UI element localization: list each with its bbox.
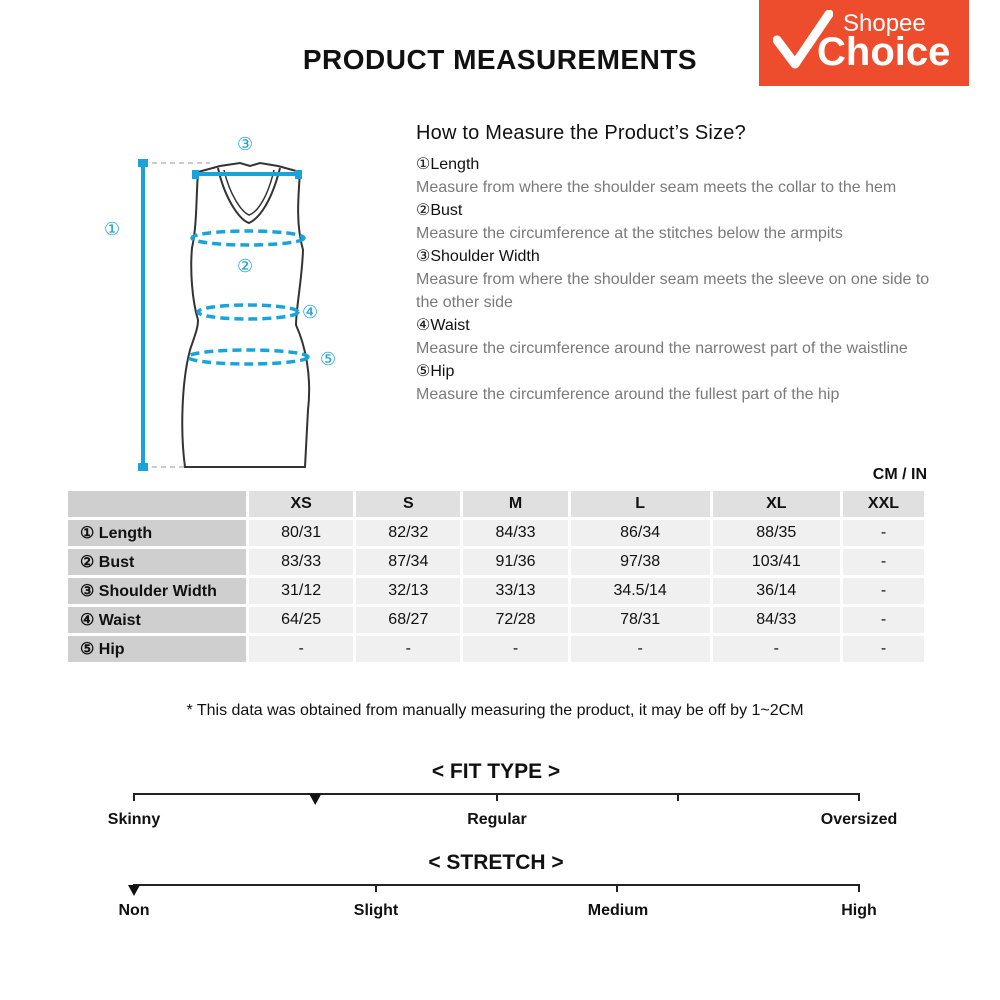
measure-item-desc: Measure the circumference around the fullest part of the hip [416, 386, 840, 403]
table-cell: - [843, 549, 924, 575]
table-cell: - [843, 636, 924, 662]
table-cell: 84/33 [463, 520, 567, 546]
table-row [68, 520, 924, 546]
measure-item [416, 245, 936, 314]
measurement-note: * This data was obtained from manually measuring the product, it may be off by 1~2CM [186, 702, 804, 719]
measure-item-desc: Measure the circumference around the narrowest part of the waistline [416, 340, 908, 357]
table-cell: 31/12 [249, 578, 353, 604]
size-header: XS [249, 491, 353, 517]
fit-label-regular: Regular [467, 811, 527, 828]
table-cell: 33/13 [463, 578, 567, 604]
table-cell: 88/35 [713, 520, 840, 546]
table-row [68, 636, 924, 662]
fit-type-title: < FIT TYPE > [431, 760, 561, 783]
page-title: PRODUCT MEASUREMENTS [302, 44, 698, 75]
table-cell: 84/33 [713, 607, 840, 633]
table-row [68, 549, 924, 575]
stretch-label-slight: Slight [353, 902, 399, 919]
size-header: S [356, 491, 460, 517]
marker-waist: ④ [302, 302, 319, 322]
measure-item-desc: Measure from where the shoulder seam meets the sleeve on one side to the other side [416, 271, 930, 311]
table-cell: 78/31 [571, 607, 710, 633]
table-cell: 72/28 [463, 607, 567, 633]
measure-item [416, 153, 936, 199]
table-cell: 36/14 [713, 578, 840, 604]
stretch-label-high: High [841, 902, 877, 919]
marker-hip: ⑤ [320, 349, 337, 369]
table-cell: 91/36 [463, 549, 567, 575]
table-cell: - [463, 636, 567, 662]
row-label: ② Bust [68, 549, 246, 575]
table-cell: 86/34 [571, 520, 710, 546]
stretch-scale [120, 879, 880, 903]
table-header-row [68, 491, 924, 517]
size-header: XXL [843, 491, 924, 517]
measure-item [416, 360, 936, 406]
table-cell: 34.5/14 [571, 578, 710, 604]
dress-measurement-figure [100, 130, 360, 480]
badge-shopee-text: Shopee [843, 10, 926, 37]
table-cell: 80/31 [249, 520, 353, 546]
measure-item [416, 199, 936, 245]
table-cell: 87/34 [356, 549, 460, 575]
table-cell: - [843, 520, 924, 546]
table-row [68, 578, 924, 604]
size-table [65, 488, 927, 665]
table-cell: 64/25 [249, 607, 353, 633]
table-cell: - [843, 578, 924, 604]
table-cell: 68/27 [356, 607, 460, 633]
row-label: ③ Shoulder Width [68, 578, 246, 604]
table-cell: 32/13 [356, 578, 460, 604]
measure-item-name: ②Bust [416, 202, 463, 219]
measure-item-name: ⑤Hip [416, 363, 455, 380]
marker-bust: ② [237, 256, 254, 276]
measure-item [416, 314, 936, 360]
row-label: ① Length [68, 520, 246, 546]
units-label: CM / IN [872, 466, 927, 483]
fit-type-indicator [309, 794, 321, 805]
row-label: ④ Waist [68, 607, 246, 633]
marker-shoulder: ③ [237, 134, 254, 154]
stretch-title: < STRETCH > [428, 851, 564, 874]
measure-item-desc: Measure from where the shoulder seam meets the collar to the hem [416, 179, 897, 196]
fit-type-scale [120, 788, 880, 812]
table-cell: - [713, 636, 840, 662]
stretch-label-non: Non [118, 902, 150, 919]
size-header: XL [713, 491, 840, 517]
table-cell: 97/38 [571, 549, 710, 575]
size-header: M [463, 491, 567, 517]
row-label: ⑤ Hip [68, 636, 246, 662]
table-cell: - [843, 607, 924, 633]
table-cell: 103/41 [713, 549, 840, 575]
stretch-indicator [128, 885, 140, 896]
shopee-choice-badge [759, 0, 969, 86]
measure-item-desc: Measure the circumference at the stitches below the armpits [416, 225, 843, 242]
table-cell: - [356, 636, 460, 662]
stretch-label-medium: Medium [587, 902, 649, 919]
table-cell: 82/32 [356, 520, 460, 546]
table-cell: 83/33 [249, 549, 353, 575]
fit-label-skinny: Skinny [107, 811, 161, 828]
measure-item-name: ③Shoulder Width [416, 248, 540, 265]
how-to-measure-section [416, 122, 936, 406]
measure-item-name: ①Length [416, 156, 480, 173]
marker-length: ① [104, 219, 121, 239]
fit-label-oversized: Oversized [820, 811, 898, 828]
badge-choice-text: Choice [817, 30, 951, 74]
table-cell: - [249, 636, 353, 662]
how-to-heading: How to Measure the Product’s Size? [416, 122, 746, 144]
table-row [68, 607, 924, 633]
measure-item-name: ④Waist [416, 317, 470, 334]
table-corner-cell [68, 491, 246, 517]
table-cell: - [571, 636, 710, 662]
size-header: L [571, 491, 710, 517]
